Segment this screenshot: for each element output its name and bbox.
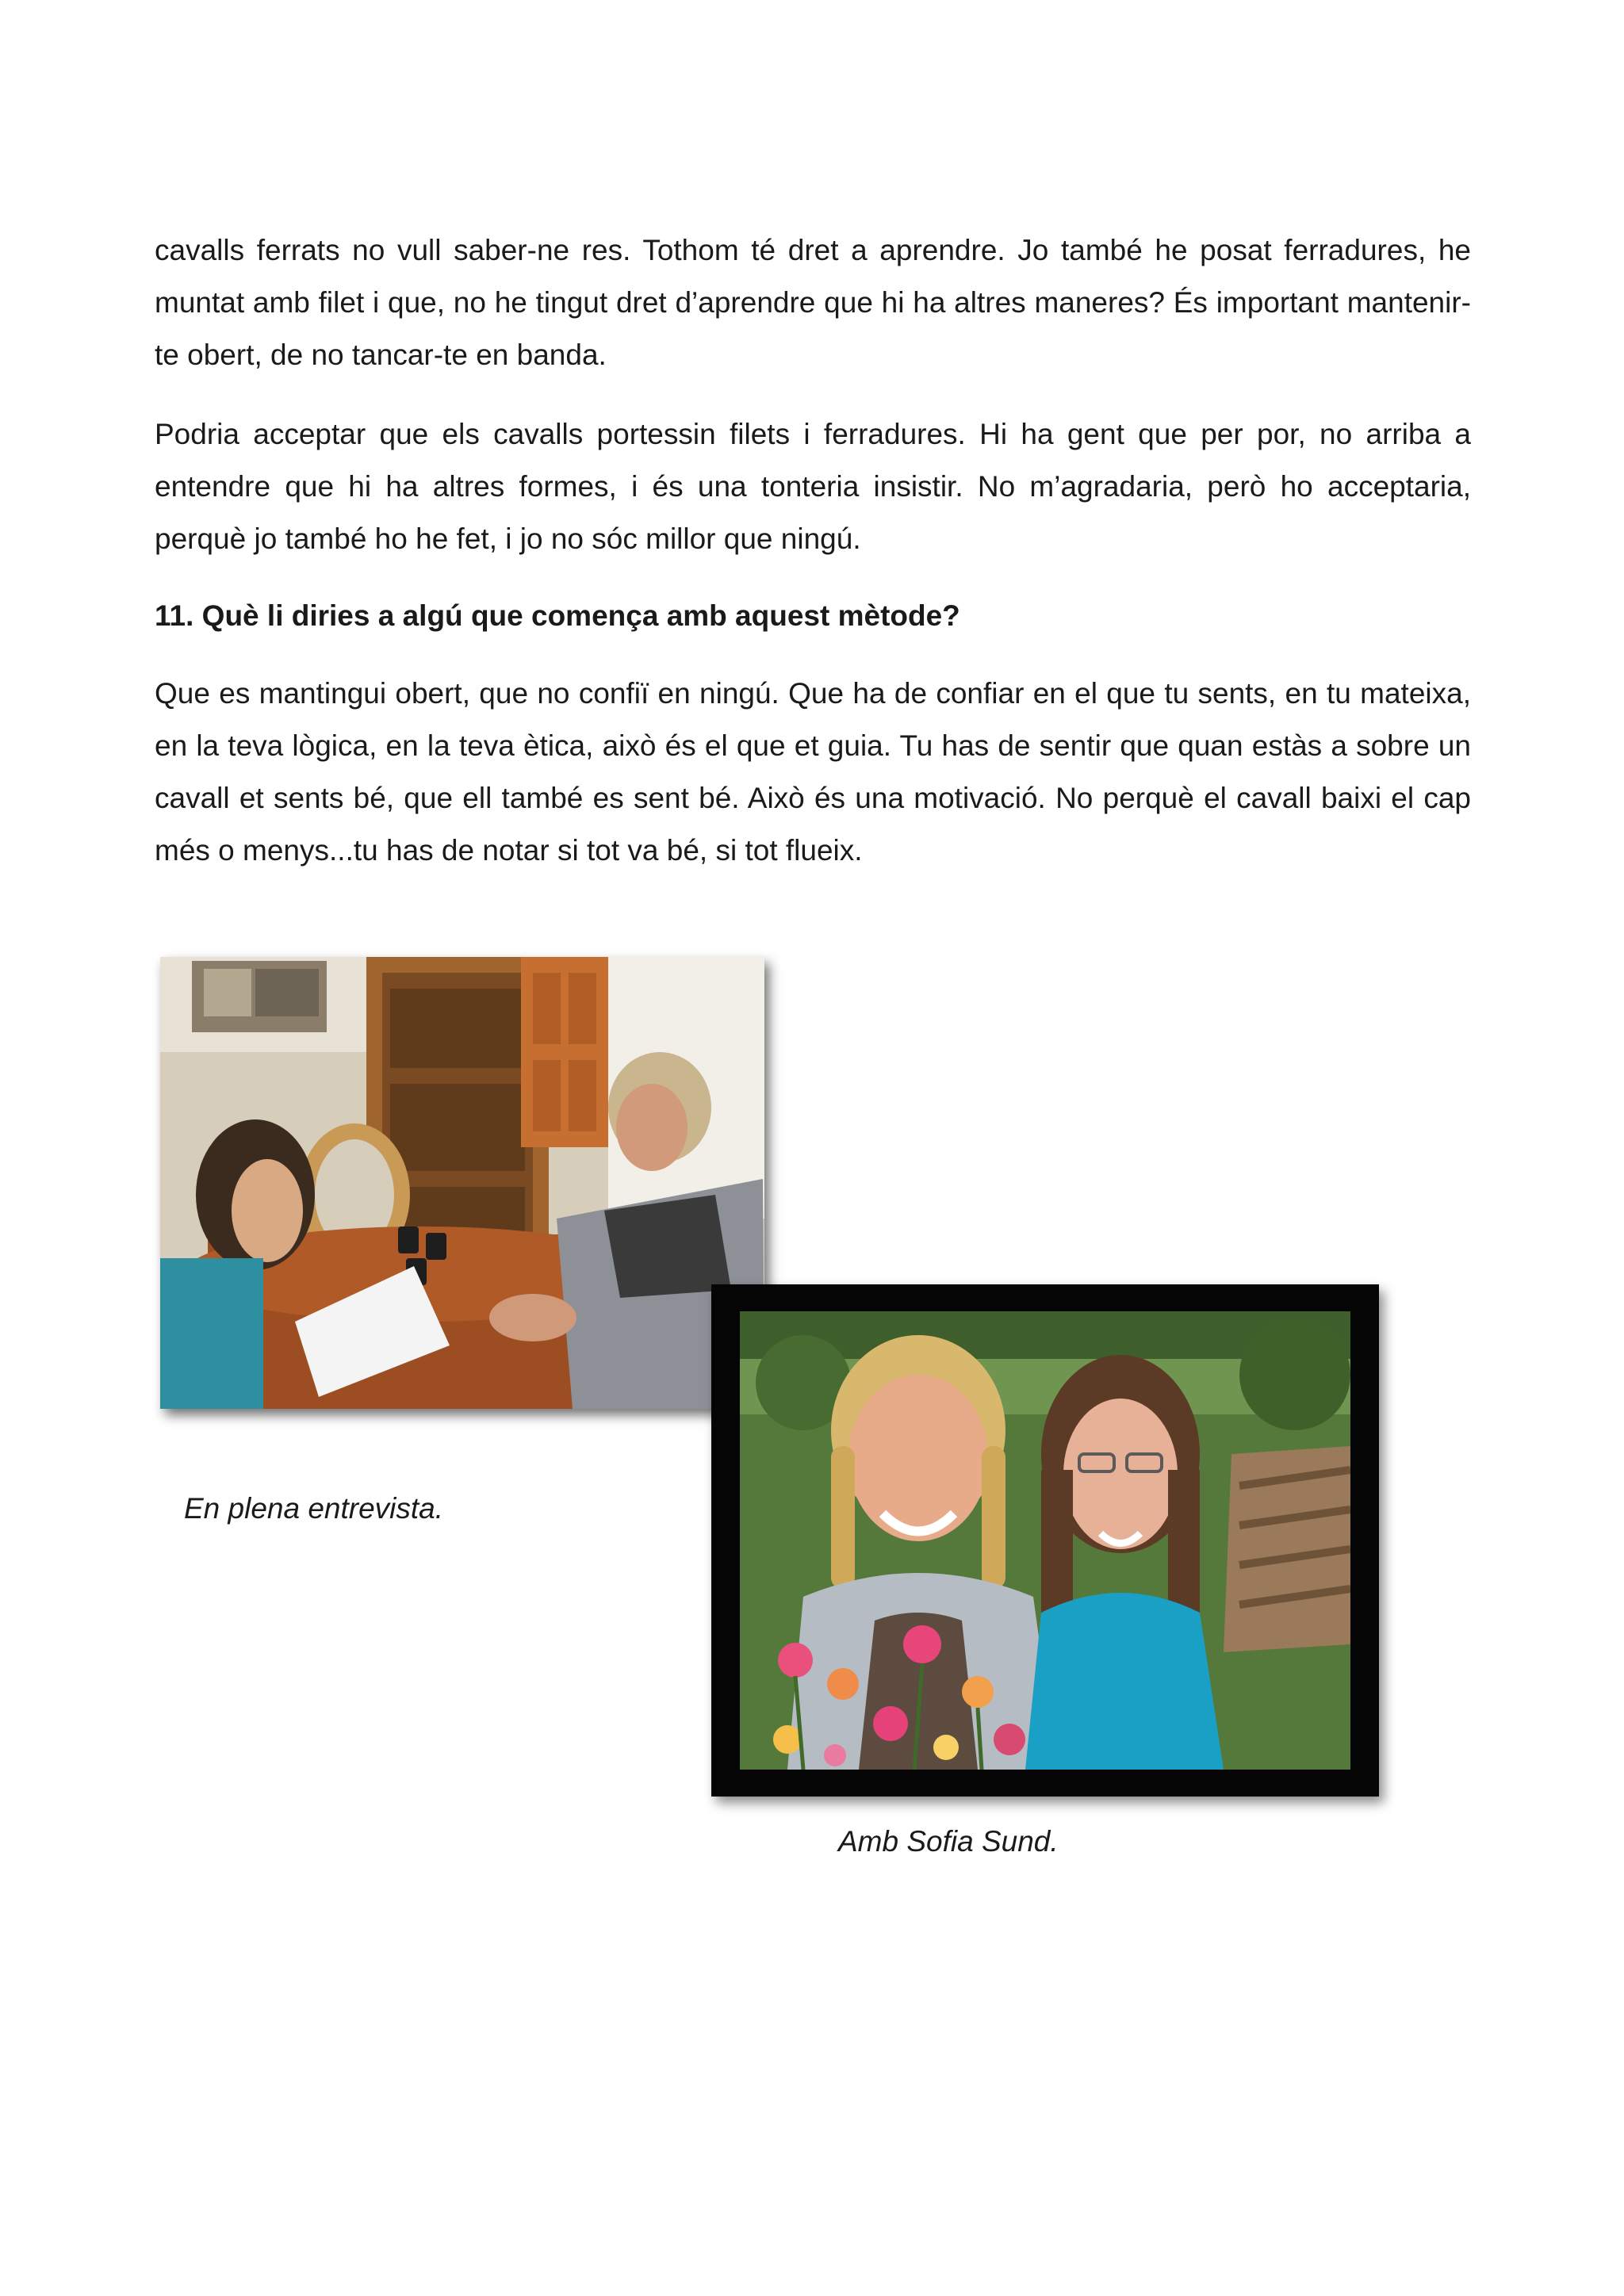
portrait-photo-illustration bbox=[740, 1311, 1350, 1770]
question-heading: 11. Què li diries a algú que comença amb aquest mètode? bbox=[155, 599, 960, 632]
body-paragraph-3: Que es mantingui obert, que no confiï en ningú. Que ha de confiar en el que tu sents, en tu mateixa, en la teva lògica, en la teva ètica, això és el que et guia. Tu has de sentir que quan estàs a sobre un cavall et sents bé, que ell també es sent bé. Això és una motivació. No perquè el cavall baixi el cap més o menys...tu has de notar si tot va bé, si tot flueix. bbox=[155, 677, 1471, 867]
portrait-photo-frame bbox=[711, 1284, 1379, 1797]
portrait-photo bbox=[740, 1311, 1350, 1770]
photo-1-caption: En plena entrevista. bbox=[184, 1492, 444, 1525]
interview-photo bbox=[160, 957, 764, 1409]
interview-photo-illustration bbox=[160, 957, 764, 1409]
body-paragraph-1: cavalls ferrats no vull saber-ne res. Tothom té dret a aprendre. Jo també he posat ferradures, he muntat amb filet i que, no he tingut dret d’aprendre que hi ha altres maneres? És important mantenir-te obert, de no tancar-te en banda. bbox=[155, 234, 1471, 371]
photo-2-caption: Amb Sofia Sund. bbox=[838, 1825, 1059, 1858]
body-paragraph-2: Podria acceptar que els cavalls portessin filets i ferradures. Hi ha gent que per por, no arriba a entendre que hi ha altres formes, i és una tonteria insistir. No m’agradaria, però ho acceptaria, perquè jo també ho he fet, i jo no sóc millor que ningú. bbox=[155, 418, 1471, 555]
